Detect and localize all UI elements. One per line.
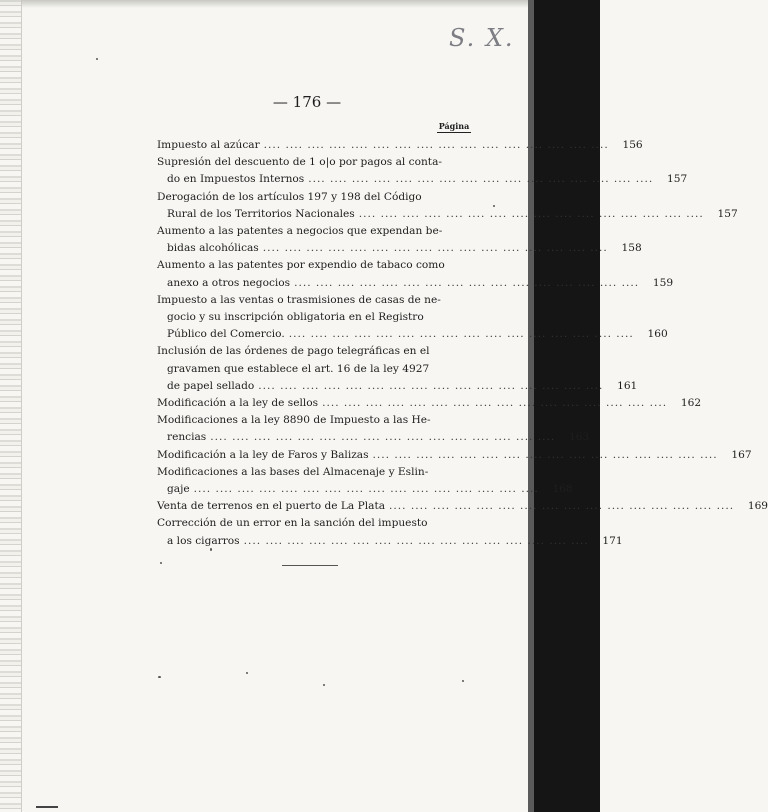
toc-entry-page: 169	[747, 500, 768, 513]
toc-entry-title: Supresión del descuento de 1 o|o por pagos al conta-	[157, 156, 442, 169]
toc-entry-page: 167	[731, 448, 752, 461]
toc-entry-title: Público del Comercio.	[167, 328, 285, 341]
toc-entry-page: 160	[647, 328, 668, 341]
toc-line	[157, 361, 471, 378]
toc-entry-title: Modificación a la ley de sellos	[157, 397, 319, 410]
toc-line	[157, 447, 752, 464]
toc-entry	[157, 515, 623, 549]
toc-entry	[157, 189, 738, 223]
leader-dots	[373, 447, 718, 464]
toc-entry-page: 157	[717, 207, 738, 220]
toc-entry-title: Aumento a las patentes por expendio de tabaco como	[157, 259, 445, 272]
toc-line	[157, 240, 642, 257]
table-of-contents	[157, 137, 768, 550]
toc-entry-title: Rural de los Territorios Nacionales	[167, 207, 355, 220]
toc-line	[157, 206, 738, 223]
toc-entry-page: 168	[552, 483, 573, 496]
toc-line	[157, 429, 590, 446]
leader-dots	[244, 533, 589, 550]
leader-dots	[289, 326, 634, 343]
scan-speck	[462, 680, 464, 682]
toc-line	[157, 533, 623, 550]
toc-line	[157, 515, 471, 532]
scan-speck	[246, 672, 248, 674]
scan-speck	[96, 58, 98, 60]
leader-dots	[389, 498, 734, 515]
leader-dots	[308, 171, 653, 188]
toc-line	[157, 326, 668, 343]
toc-line	[157, 257, 471, 274]
toc-line	[157, 137, 643, 154]
toc-line	[157, 189, 471, 206]
toc-entry	[157, 464, 573, 498]
toc-line	[157, 292, 471, 309]
toc-entry	[157, 343, 638, 395]
toc-entry-page: 159	[652, 276, 674, 289]
toc-entry-title: Impuesto al azúcar	[157, 139, 260, 151]
closing-rule	[282, 565, 338, 566]
toc-line	[157, 154, 471, 171]
toc-line	[157, 309, 471, 326]
toc-entry	[157, 447, 752, 464]
leader-dots	[359, 206, 704, 223]
leader-dots	[264, 137, 609, 154]
toc-entry-title: gocio y su inscripción obligatoria en el Registro	[167, 311, 424, 324]
toc-line	[157, 498, 768, 515]
toc-entry-title: a los cigarros	[167, 534, 240, 547]
toc-entry	[157, 292, 668, 344]
scan-speck	[493, 205, 495, 207]
toc-entry-title: Venta de terrenos en el puerto de La Plata	[157, 500, 386, 513]
toc-entry-page: 163	[569, 431, 590, 444]
scan-speck	[323, 684, 325, 686]
toc-entry-title: Modificaciones a la ley 8890 de Impuesto a las He-	[157, 414, 431, 427]
toc-entry-title: rencias	[167, 431, 207, 444]
toc-entry	[157, 498, 768, 515]
toc-entry	[157, 137, 643, 154]
scan-top-edge	[0, 0, 600, 8]
scan-mark	[36, 806, 58, 808]
leader-dots	[294, 275, 639, 292]
leader-dots	[210, 429, 555, 446]
toc-entry-title: anexo a otros negocios	[167, 276, 291, 289]
scan-speck	[158, 676, 161, 678]
page-number: — 176 —	[272, 93, 342, 111]
toc-entry-title: bidas alcohólicas	[167, 242, 259, 255]
toc-line	[157, 412, 471, 429]
toc-entry-title: gravamen que establece el art. 16 de la ley 4927	[167, 362, 430, 375]
toc-line	[157, 481, 573, 498]
toc-entry-title: Derogación de los artículos 197 y 198 del Código	[157, 190, 422, 203]
leader-dots	[258, 378, 603, 395]
toc-entry-title: de papel sellado	[167, 379, 255, 392]
scan-left-edge	[0, 0, 22, 812]
toc-line	[157, 343, 471, 360]
toc-entry-title: Modificación a la ley de Faros y Balizas	[157, 448, 369, 461]
toc-entry	[157, 223, 642, 257]
toc-entry-title: gaje	[167, 483, 190, 496]
toc-line	[157, 464, 471, 481]
scan-speck	[210, 548, 212, 551]
leader-dots	[322, 395, 667, 412]
toc-entry-title: Impuesto a las ventas o trasmisiones de casas de ne-	[157, 293, 441, 306]
toc-line	[157, 395, 702, 412]
leader-dots	[263, 240, 608, 257]
toc-entry-page: 156	[622, 139, 643, 151]
toc-entry-page: 158	[621, 242, 642, 255]
toc-entry-title: Aumento a las patentes a negocios que expendan be-	[157, 225, 443, 238]
handwritten-note: S. X.	[449, 24, 515, 52]
toc-entry-title: do en Impuestos Internos	[167, 173, 305, 186]
toc-entry-page: 171	[602, 534, 623, 547]
toc-entry-title: Inclusión de las órdenes de pago telegráficas en el	[157, 345, 430, 358]
page-column-header: Página	[432, 121, 476, 133]
toc-line	[157, 171, 688, 188]
toc-entry-title: Modificaciones a las bases del Almacenaje y Eslin-	[157, 465, 429, 478]
scan-speck	[160, 562, 162, 564]
toc-entry-title: Corrección de un error en la sanción del impuesto	[157, 517, 428, 530]
toc-entry	[157, 257, 674, 291]
toc-entry-page: 157	[667, 173, 688, 186]
toc-entry	[157, 412, 590, 446]
toc-entry	[157, 395, 702, 412]
toc-line	[157, 223, 471, 240]
toc-line	[157, 275, 674, 292]
toc-entry-page: 162	[680, 397, 702, 410]
leader-dots	[194, 481, 539, 498]
toc-entry-page: 161	[617, 379, 638, 392]
toc-entry	[157, 154, 688, 188]
toc-line	[157, 378, 638, 395]
